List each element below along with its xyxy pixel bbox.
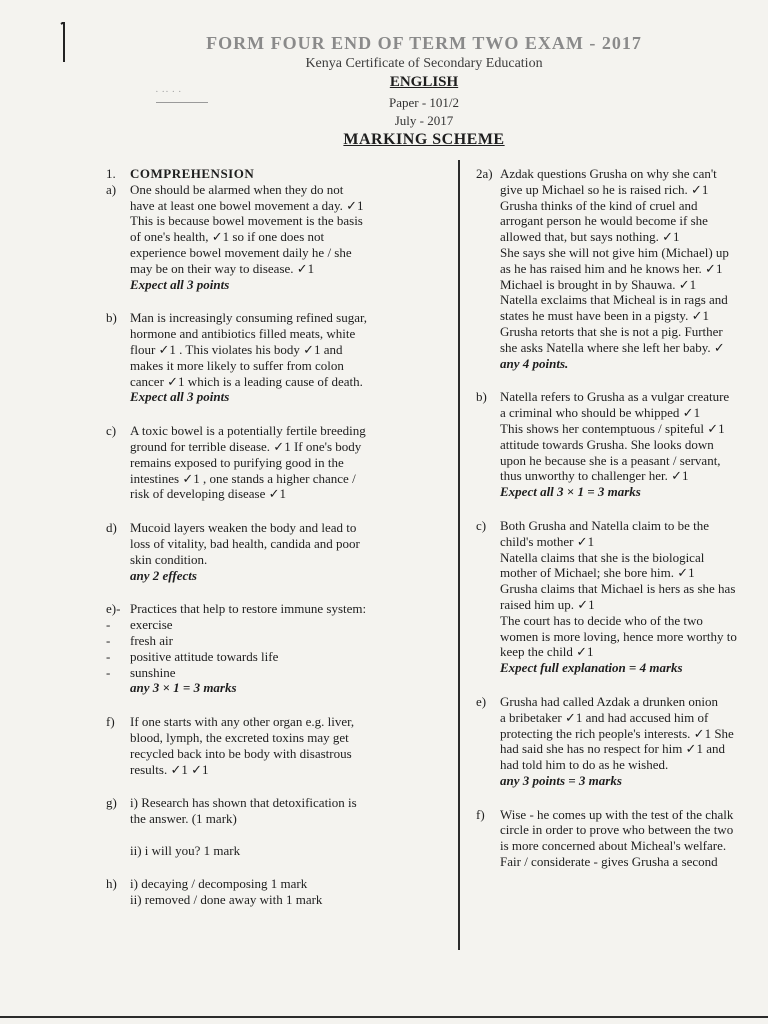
answer-line: This shows her contemptuous / spiteful ✓1 [500,420,725,436]
answer-line: Practices that help to restore immune system: [130,601,367,617]
answer-line: recycled back into be body with disastrous [130,745,352,761]
item-label: a) [106,181,117,197]
answer-line: loss of vitality, bad health, candida and poor [130,535,360,551]
answer-line: flour ✓1 . This violates his body ✓1 and [130,341,343,357]
right-answer-item [470,807,768,870]
answer-line: protecting the rich people's interests. ✓1 She [500,725,734,741]
marking-note: any 2 effects [130,567,197,583]
marking-note: any 3 × 1 = 3 marks [130,680,237,696]
right-answer-item [470,518,768,676]
bullet-dash: - [106,632,111,648]
right-answer-item [470,389,768,500]
answer-line: a bribetaker ✓1 and had accused him of [500,709,709,725]
answer-line: have at least one bowel movement a day. ✓1 [130,197,364,213]
left-column [106,166,452,926]
answer-line: women is more loving, hence more worthy to [500,628,737,644]
left-answer-item [100,714,452,777]
answer-line: mother of Michael; she bore him. ✓1 [500,565,695,581]
item-label: 2a) [476,166,493,181]
item-label: h) [106,876,117,892]
answer-line: Natella exclaims that Micheal is in rags and [500,292,728,308]
answer-line: ground for terrible disease. ✓1 If one's body [130,438,362,454]
answer-line: Man is increasingly consuming refined sugar, [130,310,368,326]
item-label: f) [476,806,485,822]
answer-line: thus unworthy to challenger her. ✓1 [500,468,689,484]
bullet-dash: - [106,648,111,664]
answer-line: child's mother ✓1 [500,533,595,549]
answer-line: circle in order to prove who between the two [500,822,734,838]
left-answer-item [100,423,452,502]
answer-line: i) Research has shown that detoxification is [130,795,357,811]
section-title: COMPREHENSION [130,166,255,181]
bullet-item: - exercise [106,617,173,633]
left-answer-item [100,182,452,293]
answer-line: she asks Natella where she left her baby. ✓ [500,339,725,355]
answer-line: arrogant person he would become if she [500,213,708,229]
answer-line: A toxic bowel is a potentially fertile breeding [130,423,366,439]
certificate-name: Kenya Certificate of Secondary Education [305,56,543,71]
section-heading [100,166,452,182]
answer-line: This is because bowel movement is the basis [130,213,363,229]
answer-line: makes it more likely to suffer from colon [130,357,344,373]
answer-line: results. ✓1 ✓1 [130,761,209,777]
item-label: d) [106,520,117,536]
right-answer-item [470,166,768,371]
answer-line: a criminal who should be whipped ✓1 [500,405,701,421]
answer-line: allowed that, but says nothing. ✓1 [500,229,680,245]
bottom-divider [0,1016,768,1018]
bullet-item: - positive attitude towards life [106,648,279,664]
left-answer-item [100,520,452,583]
answer-line: hormone and antibiotics filled meats, white [130,326,356,342]
faint-marking: · ·· · · [155,86,182,98]
answer-line: may be on their way to disease. ✓1 [130,260,315,276]
marking-note: Expect all 3 points [130,389,230,405]
answer-line: intestines ✓1 , one stands a higher chance / [130,470,356,486]
marking-note: Expect all 3 points [130,276,230,292]
bullet-dash: - [106,617,111,633]
answer-line: upon he because she is a peasant / servant, [500,452,721,468]
answer-line: experience bowel movement daily he / she [130,244,352,260]
answer-line: Grusha retorts that she is not a pig. Further [500,323,723,339]
answer-line: ii) removed / done away with 1 mark [130,892,323,908]
answer-line: Mucoid layers weaken the body and lead to [130,520,357,536]
left-answer-item [100,876,452,908]
exam-title: FORM FOUR END OF TERM TWO EXAM - 2017 [206,33,642,53]
item-label: b) [106,310,117,326]
marking-note: any 3 points = 3 marks [500,772,622,788]
answer-line: as he has raised him and he knows her. ✓1 [500,260,723,276]
item-label: c) [476,517,487,533]
answer-line: i) decaying / decomposing 1 mark [130,876,308,892]
answer-line: Azdak questions Grusha on why she can't [500,166,717,181]
item-label: e) [476,693,487,709]
answer-line: skin condition. [130,551,208,567]
answer-line: If one starts with any other organ e.g. liver, [130,714,355,730]
item-label: g) [106,795,117,811]
bullet-item: - fresh air [106,632,173,648]
item-label: c) [106,423,117,439]
answer-line: keep the child ✓1 [500,644,594,660]
answer-line: states he must have been in a pigsty. ✓1 [500,308,709,324]
subject-title: ENGLISH [389,74,459,90]
answer-line: attitude towards Grusha. She looks down [500,436,714,452]
answer-line: Natella claims that she is the biological [500,549,705,565]
left-answer-item [100,795,452,858]
answer-line: Grusha had called Azdak a drunken onion [500,693,719,709]
marking-note: Expect full explanation = 4 marks [500,660,683,676]
answer-line: had said she has no respect for him ✓1 and [500,741,725,757]
answer-line [130,827,452,843]
answer-line: blood, lymph, the excreted toxins may get [130,729,349,745]
answer-line: remains exposed to purifying good in the [130,454,344,470]
answer-line: One should be alarmed when they do not [130,181,344,197]
answer-line: give up Michael so he is raised rich. ✓1 [500,181,709,197]
answer-line: Natella refers to Grusha as a vulgar creature [500,389,730,405]
answer-line: The court has to decide who of the two [500,612,703,628]
bullet-dash: - [106,664,111,680]
answer-line: risk of developing disease ✓1 [130,486,287,502]
section-number: 1. [106,166,116,181]
answer-line: Wise - he comes up with the test of the chalk [500,806,734,822]
answer-line: raised him up. ✓1 [500,596,595,612]
answer-line: of one's health, ✓1 so if one does not [130,229,325,245]
document-title: MARKING SCHEME [343,131,505,148]
answer-line: ii) i will you? 1 mark [130,842,241,858]
answer-line: cancer ✓1 which is a leading cause of death. [130,373,363,389]
marking-note: any 4 points. [500,355,569,371]
answer-line: the answer. (1 mark) [130,811,237,827]
answer-line: is more concerned about Micheal's welfare. [500,838,727,854]
answer-line: Grusha claims that Michael is hers as she has [500,581,736,597]
marking-note: Expect all 3 × 1 = 3 marks [500,484,641,500]
item-label: e)- [106,601,121,617]
left-answer-item [100,601,452,696]
item-label: b) [476,389,487,405]
answer-line: Both Grusha and Natella claim to be the [500,517,710,533]
answer-line: She says she will not give him (Michael) up [500,244,729,260]
right-column [470,166,768,888]
answer-line: had told him to do as he wished. [500,757,669,773]
left-answer-item [100,310,452,405]
bullet-item: - sunshine [106,664,176,680]
answer-line: Grusha thinks of the kind of cruel and [500,197,698,213]
answer-line: Fair / considerate - gives Grusha a second [500,854,718,870]
answer-line: Michael is brought in by Shauwa. ✓1 [500,276,697,292]
item-label: f) [106,714,115,730]
paper-number: Paper - 101/2 [388,95,460,110]
exam-date: July - 2017 [394,113,454,128]
column-divider [458,160,460,950]
right-answer-item [470,694,768,789]
